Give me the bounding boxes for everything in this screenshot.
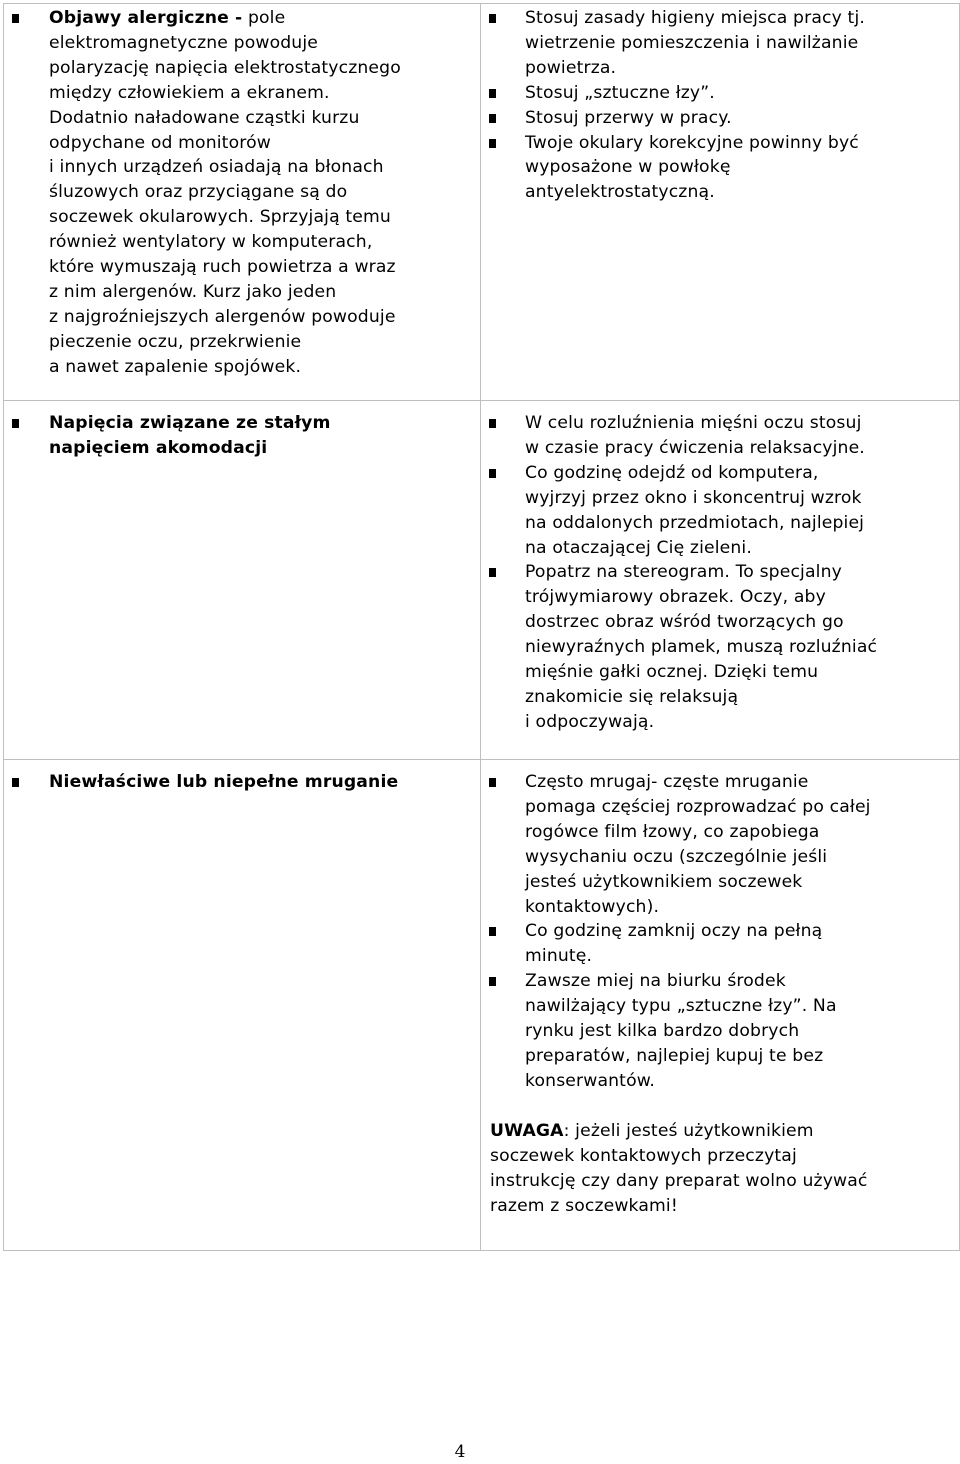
text-line: preparatów, najlepiej kupuj te bez: [525, 1045, 824, 1066]
text-line: w czasie pracy ćwiczenia relaksacyjne.: [525, 437, 865, 458]
symptom-cell: [4, 760, 481, 1251]
text-line: Stosuj zasady higieny miejsca pracy tj.: [525, 8, 865, 28]
list-item: [481, 131, 959, 206]
advice-list: [481, 770, 959, 1094]
bullet-square-icon: [489, 89, 496, 98]
text-line: pomaga częściej rozprowadzać po całej: [525, 796, 871, 817]
text-line: nawilżający typu „sztuczne łzy”. Na: [525, 996, 837, 1017]
text-line: Stosuj przerwy w pracy.: [525, 107, 732, 128]
text-line: na otaczającej Cię zieleni.: [525, 537, 752, 558]
symptom-list: [4, 6, 480, 380]
text-line: wietrzenie pomieszczenia i nawilżanie: [525, 32, 859, 53]
text-line: rynku jest kilka bardzo dobrych: [525, 1021, 800, 1042]
table-row: [4, 401, 960, 760]
advice-cell: [481, 760, 960, 1251]
symptom-title: Napięcia związane ze stałym: [49, 413, 331, 433]
bullet-square-icon: [489, 469, 496, 478]
text-line: soczewek kontaktowych przeczytaj: [490, 1145, 797, 1166]
bullet-square-icon: [489, 778, 496, 787]
bullet-square-icon: [489, 419, 496, 428]
text-line: trójwymiarowy obrazek. Oczy, aby: [525, 587, 826, 608]
bullet-square-icon: [12, 419, 19, 428]
text-line: kontaktowych).: [525, 896, 660, 917]
text-line: niewyraźnych plamek, muszą rozluźniać: [525, 637, 878, 658]
list-item: [481, 969, 959, 1094]
list-item: [4, 6, 480, 380]
text-line: również wentylatory w komputerach,: [49, 232, 373, 253]
symptom-list: [4, 411, 480, 461]
page-number: 4: [454, 1442, 466, 1462]
text-line: wyjrzyj przez okno i skoncentruj wzrok: [525, 487, 862, 508]
advice-list: [481, 411, 959, 735]
text-line: Dodatnio naładowane cząstki kurzu: [49, 107, 360, 128]
text-line: wyposażone w powłokę: [525, 157, 731, 178]
text-line: wysychaniu oczu (szczególnie jeśli: [525, 846, 828, 867]
text-line: elektromagnetyczne powoduje: [49, 32, 318, 53]
bullet-square-icon: [489, 927, 496, 936]
text-line: które wymuszają ruch powietrza a wraz: [49, 257, 396, 278]
symptom-title: Objawy alergiczne -: [49, 8, 243, 28]
text-line: Co godzinę zamknij oczy na pełną: [525, 921, 823, 942]
text-line: powietrza.: [525, 57, 617, 78]
text-line: jesteś użytkownikiem soczewek: [525, 871, 803, 892]
text-line: Popatrz na stereogram. To specjalny: [525, 562, 842, 583]
advice-cell: [481, 401, 960, 760]
warning-label: UWAGA: [490, 1120, 564, 1141]
text-line: znakomicie się relaksują: [525, 686, 739, 707]
text-line: z najgroźniejszych alergenów powoduje: [49, 306, 396, 327]
bullet-square-icon: [489, 139, 496, 148]
text-line: odpychane od monitorów: [49, 132, 271, 153]
advice-cell: [481, 4, 960, 401]
bullet-square-icon: [489, 114, 496, 123]
list-item: [481, 411, 959, 461]
warning-note: [490, 1119, 959, 1219]
text-line: W celu rozluźnienia mięśni oczu stosuj: [525, 413, 862, 433]
text-line: dostrzec obraz wśród tworzących go: [525, 612, 844, 633]
text-line: pieczenie oczu, przekrwienie: [49, 331, 302, 352]
symptom-cell: [4, 4, 481, 401]
text-line: pole: [242, 8, 286, 28]
symptom-list: [4, 770, 480, 795]
content-table: [3, 3, 960, 1251]
bullet-square-icon: [489, 568, 496, 577]
symptom-cell: [4, 401, 481, 760]
bullet-square-icon: [12, 778, 19, 787]
text-line: Często mrugaj- częste mruganie: [525, 772, 809, 792]
text-line: konserwantów.: [525, 1070, 655, 1091]
text-line: i innych urządzeń osiadają na błonach: [49, 157, 384, 178]
list-item: [4, 411, 480, 461]
text-line: między człowiekiem a ekranem.: [49, 82, 330, 103]
table-row: [4, 4, 960, 401]
list-item: [4, 770, 480, 795]
text-line: rogówce film łzowy, co zapobiega: [525, 821, 820, 842]
text-line: Zawsze miej na biurku środek: [525, 971, 786, 992]
text-line: antyelektrostatyczną.: [525, 182, 715, 203]
table-row: [4, 760, 960, 1251]
text-line: razem z soczewkami!: [490, 1195, 678, 1216]
text-line: instrukcję czy dany preparat wolno używać: [490, 1170, 868, 1191]
text-line: na oddalonych przedmiotach, najlepiej: [525, 512, 865, 533]
text-line: Twoje okulary korekcyjne powinny być: [525, 132, 859, 153]
list-item: [481, 461, 959, 561]
list-item: [481, 6, 959, 81]
text-line: a nawet zapalenie spojówek.: [49, 356, 302, 377]
bullet-square-icon: [489, 977, 496, 986]
text-line: mięśnie gałki ocznej. Dzięki temu: [525, 662, 819, 683]
text-line: śluzowych oraz przyciągane są do: [49, 182, 348, 203]
text-line: Co godzinę odejdź od komputera,: [525, 462, 819, 483]
symptom-title: Niewłaściwe lub niepełne mruganie: [49, 772, 399, 792]
symptom-title: napięciem akomodacji: [49, 437, 268, 458]
text-line: polaryzację napięcia elektrostatycznego: [49, 57, 401, 78]
list-item: [481, 81, 959, 106]
text-line: Stosuj „sztuczne łzy”.: [525, 82, 715, 103]
text-line: i odpoczywają.: [525, 711, 655, 732]
bullet-square-icon: [489, 14, 496, 23]
advice-list: [481, 6, 959, 205]
text-line: : jeżeli jesteś użytkownikiem: [563, 1120, 814, 1141]
list-item: [481, 770, 959, 919]
text-line: z nim alergenów. Kurz jako jeden: [49, 281, 337, 302]
list-item: [481, 106, 959, 131]
text-line: soczewek okularowych. Sprzyjają temu: [49, 207, 391, 228]
list-item: [481, 560, 959, 734]
bullet-square-icon: [12, 14, 19, 23]
list-item: [481, 919, 959, 969]
text-line: minutę.: [525, 946, 593, 967]
